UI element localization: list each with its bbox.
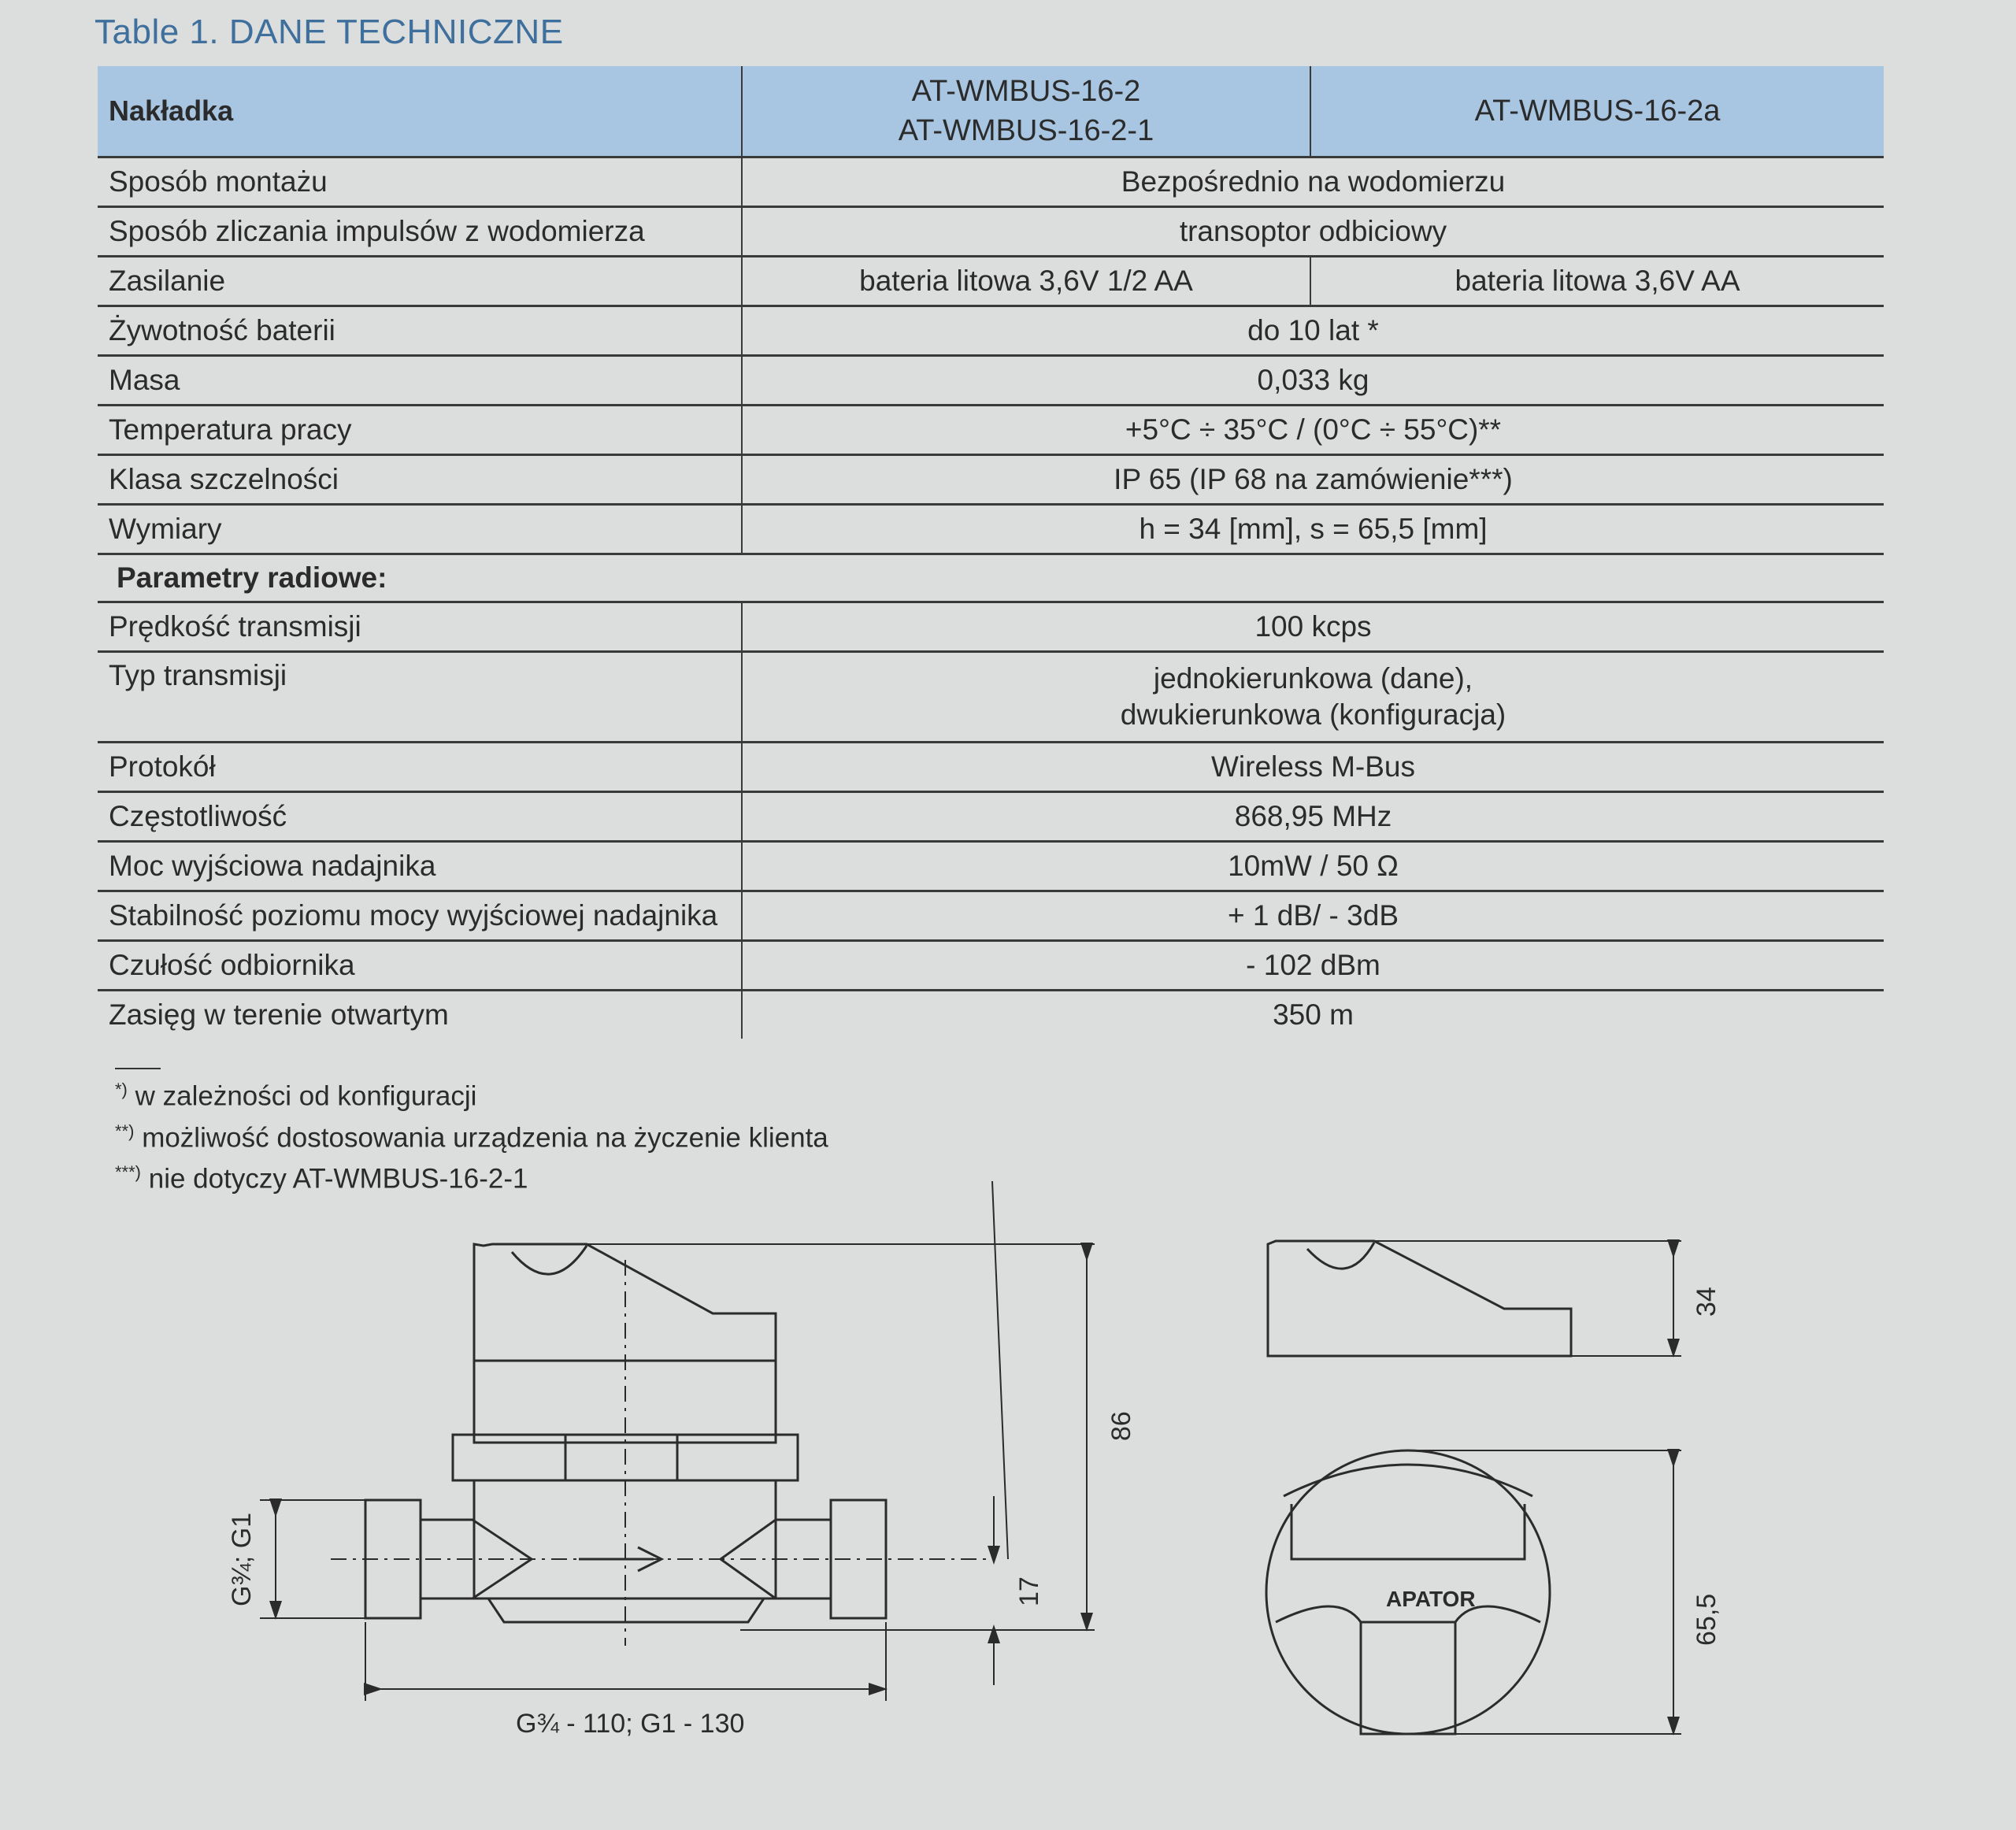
table-header-row [98,66,1884,157]
footnote-text: w zależności od konfiguracji [135,1080,477,1112]
table-row [98,792,1884,842]
row-value: Wireless M-Bus [742,743,1884,792]
dim-height-total: 86 [1106,1411,1136,1441]
row-label: Sposób montażu [98,157,742,207]
table-row [98,157,1884,207]
row-value-b: bateria litowa 3,6V AA [1310,257,1884,306]
dim-axis: 17 [1014,1576,1044,1606]
table-row [98,842,1884,891]
header-label: Nakładka [98,66,742,157]
table-row [98,505,1884,554]
dim-length: G¾ - 110; G1 - 130 [516,1709,745,1739]
row-value: IP 65 (IP 68 na zamówienie***) [742,455,1884,505]
row-label: Częstotliwość [98,792,742,842]
row-value: do 10 lat * [742,306,1884,356]
meter-side-view [260,1181,1095,1701]
table-row [98,891,1884,941]
table-row [98,306,1884,356]
row-label: Sposób zliczania impulsów z wodomierza [98,207,742,257]
dim-cap-height: 34 [1692,1287,1721,1317]
row-value: transoptor odbiciowy [742,207,1884,257]
row-value-a: bateria litowa 3,6V 1/2 AA [742,257,1310,306]
row-value: 868,95 MHz [742,792,1884,842]
table-row [98,455,1884,505]
row-value: + 1 dB/ - 3dB [742,891,1884,941]
row-label: Prędkość transmisji [98,602,742,652]
row-label: Masa [98,356,742,406]
header-model-b: AT-WMBUS-16-2a [1310,66,1884,157]
footnotes [115,1068,828,1197]
dim-cap-diameter: 65,5 [1692,1593,1721,1646]
row-label: Wymiary [98,505,742,554]
row-label: Czułość odbiornika [98,941,742,991]
row-label: Zasilanie [98,257,742,306]
footnote [115,1114,828,1156]
row-label: Stabilność poziomu mocy wyjściowej nadajnika [98,891,742,941]
table-row [98,602,1884,652]
row-value: 10mW / 50 Ω [742,842,1884,891]
header-model-a [742,66,1310,157]
footnote-mark: **) [115,1121,135,1141]
row-value: 0,033 kg [742,356,1884,406]
page-title: Table 1. DANE TECHNICZNE [94,13,564,51]
table-row [98,406,1884,455]
row-label: Typ transmisji [98,652,742,743]
footnote [115,1072,828,1114]
row-label: Klasa szczelności [98,455,742,505]
row-value-line2: dwukierunkowa (konfiguracja) [1120,698,1506,731]
footnote-text: możliwość dostosowania urządzenia na życzenie klienta [142,1122,828,1154]
table-row [98,652,1884,743]
section-row [98,554,1884,602]
technical-drawings [0,1181,2016,1811]
row-value: 350 m [742,991,1884,1039]
header-model-a-line2: AT-WMBUS-16-2-1 [898,114,1154,147]
row-value: +5°C ÷ 35°C / (0°C ÷ 55°C)** [742,406,1884,455]
row-label: Zasięg w terenie otwartym [109,998,449,1031]
row-value: h = 34 [mm], s = 65,5 [mm] [742,505,1884,554]
apator-logo: APATOR [1386,1587,1476,1611]
table-row [98,356,1884,406]
row-value: Bezpośrednio na wodomierzu [742,157,1884,207]
cap-side-view [1268,1241,1681,1356]
dim-inlet: G¾; G1 [227,1512,257,1606]
footnote-mark: *) [115,1080,128,1099]
row-label: Temperatura pracy [98,406,742,455]
row-value: 100 kcps [742,602,1884,652]
row-value: - 102 dBm [742,941,1884,991]
row-label: Moc wyjściowa nadajnika [98,842,742,891]
header-model-a-line1: AT-WMBUS-16-2 [911,75,1141,108]
table-row [98,941,1884,991]
table-row [98,257,1884,306]
footnote-text: nie dotyczy AT-WMBUS-16-2-1 [148,1163,528,1195]
table-row [98,743,1884,792]
section-heading: Parametry radiowe: [98,554,1884,602]
table-row [98,207,1884,257]
row-value-line1: jednokierunkowa (dane), [1153,662,1473,695]
table-row [98,991,1884,1039]
row-label: Żywotność baterii [98,306,742,356]
footnote-mark: ***) [115,1162,142,1183]
row-label: Protokół [98,743,742,792]
footnote-divider [115,1068,161,1069]
row-value [742,652,1884,743]
spec-table [98,66,1884,1039]
